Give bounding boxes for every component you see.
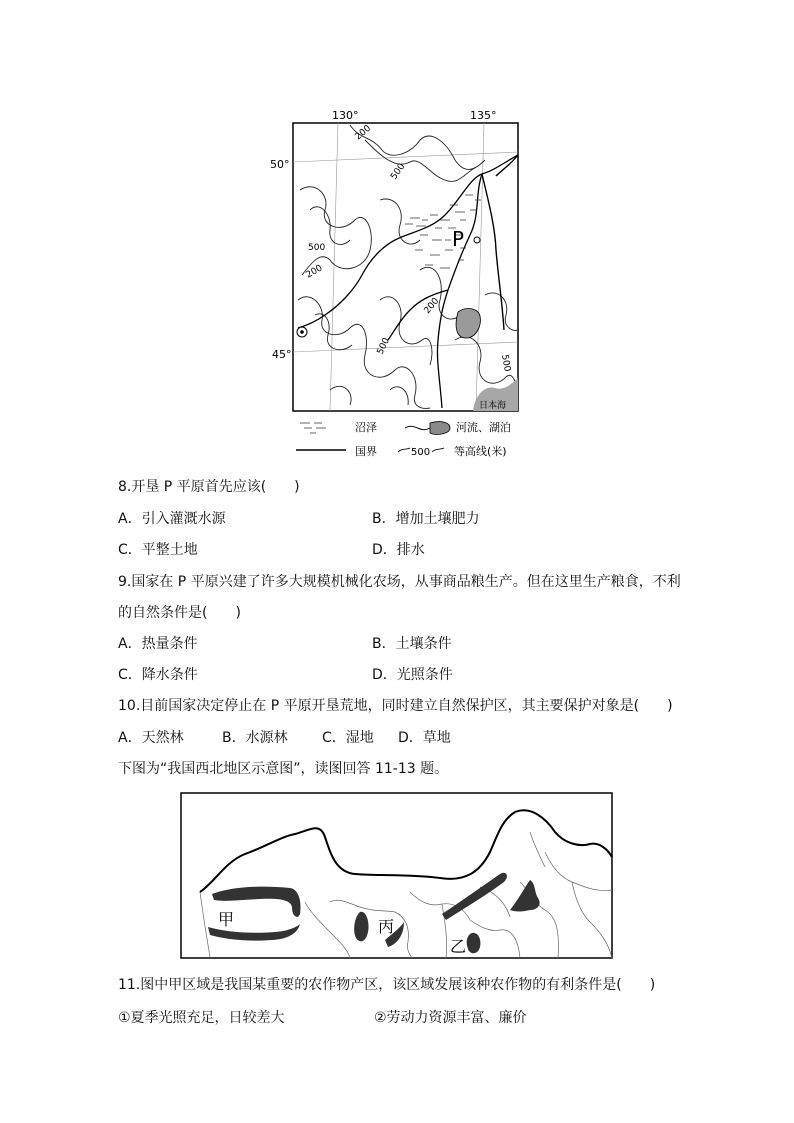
lon-label-130: 130° bbox=[332, 109, 359, 122]
plain-point bbox=[474, 237, 480, 243]
question-10-option-c: C．湿地 bbox=[322, 730, 374, 746]
region-label-jia: 甲 bbox=[218, 910, 235, 929]
contour-label: 200 bbox=[422, 296, 442, 316]
question-11-option-1: ①夏季光照充足，日较差大 bbox=[118, 1010, 285, 1026]
legend-contour: 等高线(米) bbox=[454, 445, 507, 458]
contour-label: 500 bbox=[375, 336, 392, 357]
lat-label-45: 45° bbox=[272, 348, 292, 361]
question-8-stem: 8.开垦 P 平原首先应该( ) bbox=[118, 479, 300, 495]
question-9-option-b: B．土壤条件 bbox=[372, 636, 452, 652]
map-legend bbox=[296, 420, 511, 458]
sanjiang-plain-map bbox=[270, 100, 540, 460]
question-8-option-d: D．排水 bbox=[372, 542, 425, 558]
region-label-yi: 乙 bbox=[450, 937, 467, 956]
question-9-stem-line1: 9.国家在 P 平原兴建了许多大规模机械化农场，从事商品粮生产。但在这里生产粮食，不利 bbox=[118, 574, 681, 590]
question-11-option-2: ②劳动力资源丰富、廉价 bbox=[374, 1010, 527, 1026]
contour-label: 200 bbox=[353, 123, 374, 143]
contour-label: 500 bbox=[499, 353, 512, 373]
question-10-stem: 10.目前国家决定停止在 P 平原开垦荒地，同时建立自然保护区，其主要保护对象是( ) bbox=[118, 698, 673, 714]
legend-border: 国界 bbox=[355, 445, 377, 458]
question-8-option-b: B．增加土壤肥力 bbox=[372, 511, 480, 527]
contour-label: 200 bbox=[304, 263, 325, 281]
legend-river-lake: 河流、湖泊 bbox=[456, 421, 511, 434]
question-9-stem-line2: 的自然条件是( ) bbox=[118, 605, 241, 621]
question-10-option-d: D．草地 bbox=[398, 730, 451, 746]
lat-label-50: 50° bbox=[270, 158, 290, 171]
question-9-option-c: C．降水条件 bbox=[118, 667, 198, 683]
lon-label-135: 135° bbox=[470, 109, 497, 122]
question-9-option-a: A．热量条件 bbox=[118, 636, 198, 652]
region-label-bing: 丙 bbox=[378, 917, 395, 936]
contour-label: 500 bbox=[389, 161, 408, 182]
legend-contour-sample: 500 bbox=[411, 447, 431, 458]
question-10-option-b: B．水源林 bbox=[222, 730, 288, 746]
question-9-option-d: D．光照条件 bbox=[372, 667, 453, 683]
question-10-option-a: A．天然林 bbox=[118, 730, 184, 746]
sea-label: 日本海 bbox=[479, 401, 507, 411]
legend-marsh: 沼泽 bbox=[355, 421, 377, 434]
region-yi-mark bbox=[467, 933, 481, 953]
question-11-stem: 11.图中甲区域是我国某重要的农作物产区，该区域发展该种农作物的有利条件是( ) bbox=[118, 977, 656, 993]
contour-label: 500 bbox=[308, 243, 326, 253]
question-8-option-a: A．引入灌溉水源 bbox=[118, 511, 226, 527]
question-8-option-c: C．平整土地 bbox=[118, 542, 198, 558]
northwest-china-map bbox=[180, 792, 614, 960]
intro-text: 下图为“我国西北地区示意图”，读图回答 11-13 题。 bbox=[118, 761, 449, 777]
plain-label-p: P bbox=[452, 227, 465, 251]
